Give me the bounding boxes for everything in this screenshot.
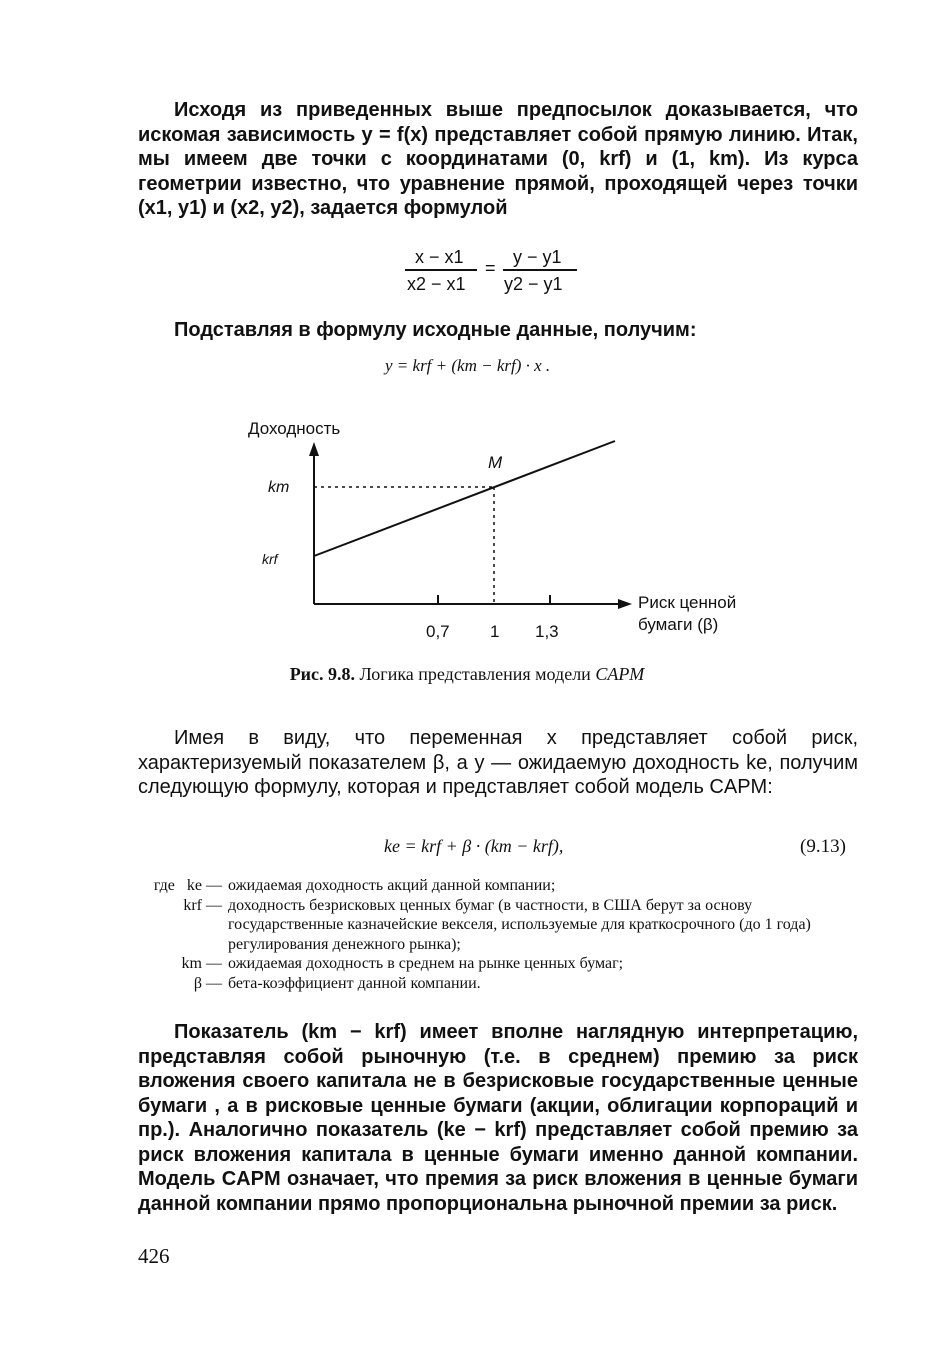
definition-text: бета-коэффициент данной компании. — [228, 974, 481, 992]
definition-symbol: где ke — — [153, 877, 222, 894]
capm-formula: ke = krf + β · (km − krf), — [384, 836, 564, 856]
definition-item — [138, 974, 860, 994]
line-eq-numerator-left: x − x1 — [415, 247, 464, 267]
caption-model: CAPM — [595, 664, 645, 684]
x-axis-arrow-icon — [618, 599, 632, 609]
line-eq-denominator-left: x2 − x1 — [407, 274, 466, 294]
formula-number: (9.13) — [800, 836, 846, 857]
y-tick-krf: krf — [262, 551, 278, 567]
paragraph-capm-intro: Имея в виду, что переменная x представляет собой риск, характеризуемый показателем β, а y — ожидаемую доходность ke, получим следующую формулу, которая и представляет собой модель CAPM: — [138, 727, 858, 798]
y-tick-km: km — [268, 479, 290, 496]
definition-item — [138, 954, 860, 974]
substituted-formula: y = krf + (km − krf) · x . — [385, 356, 551, 375]
equals-sign: = — [485, 258, 496, 278]
capm-chart — [0, 410, 934, 670]
fraction-bar-right — [503, 269, 577, 271]
point-m-label: M — [488, 453, 503, 472]
caption-prefix: Рис. 9.8. — [289, 664, 356, 684]
sml-line — [314, 441, 615, 556]
definition-text: доходность безрисковых ценных бумаг (в частности, в США берут за основу государственные казначейские векселя, используемые для краткосрочного (до 1 года) регулирования денежного рынка); — [228, 896, 811, 953]
x-axis-label-line2: бумаги (β) — [638, 615, 719, 634]
definition-item — [138, 896, 860, 955]
definition-symbol: krf — — [183, 896, 222, 914]
y-axis-arrow-icon — [309, 442, 319, 456]
paragraph-interpretation: Показатель (km − krf) имеет вполне наглядную интерпретацию, представляя собой рыночную (т.е. в среднем) премию за риск вложения своего капитала не в безрисковые государственные ценные бумаги , а в рисковые ценные бумаги (акции, облигации корпораций и пр.). Аналогично показатель (ke − krf) представляет собой премию за риск вложения капитала в ценные бумаги именно данной компании. Модель CAPM означает, что премия за риск вложения в ценные бумаги данной компании прямо пропорциональна рыночной премии за риск. — [138, 1021, 858, 1215]
x-tick-label-1: 1 — [490, 622, 500, 641]
fraction-bar-left — [405, 269, 477, 271]
caption-text: Логика представления модели — [359, 664, 591, 684]
definition-item — [138, 876, 860, 896]
line-eq-numerator-right: y − y1 — [513, 247, 562, 267]
definition-text: ожидаемая доходность акций данной компании; — [228, 877, 556, 894]
y-axis-label: Доходность — [248, 419, 341, 438]
definitions-list — [138, 876, 860, 993]
definition-text: ожидаемая доходность в среднем на рынке ценных бумаг; — [228, 955, 624, 972]
line-eq-denominator-right: y2 − y1 — [504, 274, 563, 294]
paragraph-intro: Исходя из приведенных выше предпосылок доказывается, что искомая зависимость y = f(x) представляет собой прямую линию. Итак, мы имеем две точки с координатами (0, krf) и (1, km). Из курса геометрии известно, что уравнение прямой, проходящей через точки (x1, y1) и (x2, y2), задается формулой — [138, 99, 858, 219]
x-axis-label-line1: Риск ценной — [638, 593, 737, 612]
definition-symbol: km — — [181, 955, 222, 972]
definition-symbol: β — — [193, 974, 222, 992]
x-tick-label-1-3: 1,3 — [535, 622, 559, 641]
paragraph-substitute: Подставляя в формулу исходные данные, получим: — [174, 319, 697, 341]
figure-caption — [0, 664, 934, 685]
x-tick-label-0-7: 0,7 — [426, 622, 450, 641]
page-number: 426 — [138, 1244, 170, 1268]
